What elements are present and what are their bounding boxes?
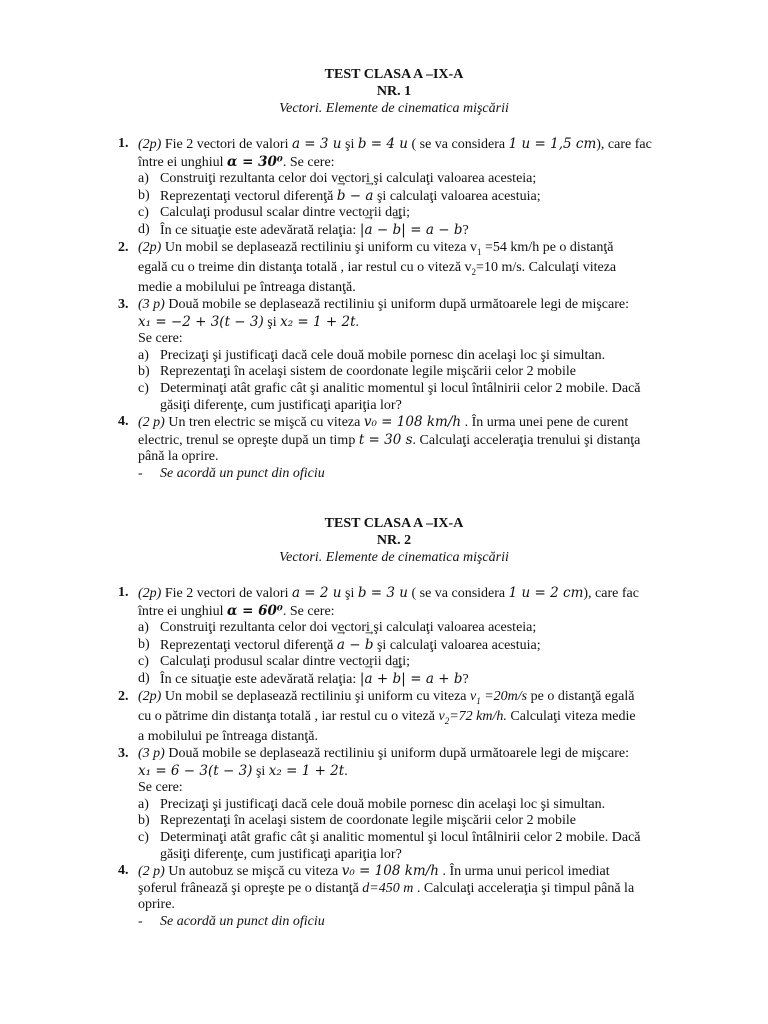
problem-number: 4. xyxy=(118,414,129,430)
subpoint-c xyxy=(138,205,678,222)
text: pe o distanţă egală xyxy=(527,688,635,704)
text: =54 km/h pe o distanţă xyxy=(481,239,614,255)
equation: 1 u = 1,5 cm xyxy=(508,136,597,152)
vector: → b xyxy=(392,222,401,239)
text: Se cere: xyxy=(138,331,183,347)
text: Precizaţi şi justificaţi dacă cele două mobile pornesc din acelaşi loc şi simultan. xyxy=(160,796,606,812)
points: (2p) xyxy=(138,239,162,255)
text: şi calculaţi valoarea acestuia; xyxy=(373,188,541,204)
text: până la oprire. xyxy=(138,449,219,465)
test-title: TEST CLASA A –IX-A xyxy=(324,67,464,82)
variable: v xyxy=(470,688,477,704)
equation: = a + b xyxy=(410,670,463,687)
text: Precizaţi şi justificaţi dacă cele două mobile pornesc din acelaşi loc şi simultan. xyxy=(160,347,606,363)
text: . xyxy=(355,314,360,330)
operator: + xyxy=(372,670,393,687)
text: Se acordă un punct din oficiu xyxy=(160,913,325,929)
text: oprire. xyxy=(138,897,175,913)
problem-number: 1. xyxy=(118,136,129,151)
operator: − xyxy=(344,636,365,653)
text: şi calculaţi valoarea acestuia; xyxy=(373,637,541,653)
bullet: - xyxy=(138,465,143,481)
text: În ce situaţie este adevărată relaţia: xyxy=(160,671,360,687)
equation: b = 4 u xyxy=(357,136,408,152)
label: a) xyxy=(138,796,149,812)
text: a mobilului pe întreaga distanţă. xyxy=(138,729,319,745)
subscript: 1 xyxy=(476,695,481,706)
label: b) xyxy=(138,187,150,203)
problem-3 xyxy=(118,746,678,863)
text: Două mobile se deplasează rectiliniu şi uniform după următoarele legi de mişcare: xyxy=(164,296,629,312)
value: d=450 m xyxy=(362,880,414,896)
text: medie a mobilului pe întreaga distanţă. xyxy=(138,280,356,296)
text: găsiţi diferenţe, cum justificaţi apariţia lor? xyxy=(160,397,402,413)
equation: t = 30 s xyxy=(358,431,413,448)
test-1 xyxy=(118,66,678,482)
subpoint-a xyxy=(138,348,678,365)
subscript: 2 xyxy=(444,715,450,726)
test-2 xyxy=(118,515,678,930)
label: d) xyxy=(138,221,150,237)
problem-4 xyxy=(118,414,678,466)
subpoint-c xyxy=(138,381,678,414)
text: Se acordă un punct din oficiu xyxy=(160,465,325,481)
subpoint-b xyxy=(138,364,678,381)
text: egală cu o treime din distanţa totală , iar restul cu o viteză v xyxy=(138,259,472,275)
problem-1 xyxy=(118,136,678,240)
equation: x₁ = 6 − 3(t − 3) xyxy=(138,762,253,779)
vector: → a xyxy=(365,671,373,688)
label: a) xyxy=(138,171,149,187)
text: Determinaţi atât grafic cât şi analitic momentul şi locul întâlnirii celor 2 mobile. Dacă xyxy=(160,380,641,396)
text: şoferul frânează şi opreşte pe o distanţă xyxy=(138,880,363,896)
problem-3 xyxy=(118,297,678,414)
subpoint-b xyxy=(138,188,678,206)
text: ), care fac xyxy=(596,137,652,152)
text: şi xyxy=(341,586,358,601)
problem-4 xyxy=(118,863,678,914)
text: Reprezentaţi în acelaşi sistem de coordonate legile mişcării celor 2 mobile xyxy=(160,813,576,829)
subpoint-c xyxy=(138,654,678,671)
equation: v₀ = 108 km/h xyxy=(363,414,462,431)
problem-number: 1. xyxy=(118,585,129,600)
text: între ei unghiul xyxy=(138,603,228,619)
text: electric, trenul se opreşte după un timp xyxy=(138,432,359,448)
text: Fie 2 vectori de valori xyxy=(161,137,292,152)
text: găsiţi diferenţe, cum justificaţi apariţia lor? xyxy=(160,846,402,862)
value: =20m/s xyxy=(480,688,528,704)
text: şi xyxy=(263,314,281,330)
value: =72 km/h. xyxy=(449,708,507,724)
text: . Calculaţi acceleraţia trenului şi distanţa xyxy=(412,432,641,448)
problem-2 xyxy=(118,240,678,297)
equation: x₂ = 1 + 2t xyxy=(268,762,345,779)
text: . În urma unui pericol imediat xyxy=(438,864,610,880)
subpoint-b xyxy=(138,637,678,655)
label: b) xyxy=(138,813,150,829)
text: ( se va considera xyxy=(407,137,509,152)
points: (2p) xyxy=(138,137,162,152)
text: . Se cere: xyxy=(282,154,335,170)
subpoint-c xyxy=(138,830,678,863)
text: . Calculaţi acceleraţia şi timpul până la xyxy=(413,880,635,896)
text: Determinaţi atât grafic cât şi analitic momentul şi locul întâlnirii celor 2 mobile. Dacă xyxy=(160,829,641,845)
equation: α = 30⁰ xyxy=(227,153,283,170)
label: b) xyxy=(138,636,150,652)
subpoint-b xyxy=(138,813,678,830)
problem-number: 2. xyxy=(118,239,129,255)
test-number: NR. 2 xyxy=(376,533,412,548)
points: (2 p) xyxy=(138,864,165,880)
text: Un autobuz se mişcă cu viteza xyxy=(164,864,342,880)
operator: − xyxy=(345,187,366,204)
text: ), care fac xyxy=(583,586,639,601)
test-subtitle: Vectori. Elemente de cinematica mişcării xyxy=(279,550,509,565)
text: Calculaţi produsul scalar dintre vectorii daţi; xyxy=(160,654,410,670)
problem-number: 4. xyxy=(118,863,129,879)
text: Construiţi rezultanta celor doi vectori şi calculaţi valoarea acesteia; xyxy=(160,620,537,636)
subscript: 2 xyxy=(471,266,477,277)
points: (2p) xyxy=(138,688,162,704)
equation: a = 2 u xyxy=(291,585,342,601)
subpoint-a xyxy=(138,620,678,637)
text: Calculaţi produsul scalar dintre vectorii daţi; xyxy=(160,205,410,221)
text: ( se va considera xyxy=(407,586,509,601)
test-subtitle: Vectori. Elemente de cinematica mişcării xyxy=(279,101,509,116)
label: c) xyxy=(138,205,149,221)
text: Calculaţi viteza medie xyxy=(506,708,636,724)
problem-number: 3. xyxy=(118,745,129,761)
text: şi xyxy=(252,763,269,779)
text: . Se cere: xyxy=(282,603,335,619)
text: Un mobil se deplasează rectiliniu şi uniform cu viteza v xyxy=(161,239,478,255)
vector: → b xyxy=(337,188,346,205)
text: Un mobil se deplasează rectiliniu şi uniform cu viteza xyxy=(161,688,471,704)
equation: a = 3 u xyxy=(291,136,342,152)
text: Reprezentaţi în acelaşi sistem de coordonate legile mişcării celor 2 mobile xyxy=(160,364,576,380)
text: între ei unghiul xyxy=(138,154,228,170)
text: Un tren electric se mişcă cu viteza xyxy=(164,415,364,431)
label: a) xyxy=(138,620,149,636)
text: În ce situaţie este adevărată relaţia: xyxy=(160,222,360,238)
test-title: TEST CLASA A –IX-A xyxy=(324,516,464,531)
equation: x₂ = 1 + 2t xyxy=(280,313,356,330)
equation: x₁ = −2 + 3(t − 3) xyxy=(138,313,264,330)
subscript: 1 xyxy=(477,246,482,257)
subpoint-a xyxy=(138,171,678,188)
text: . xyxy=(344,763,348,779)
label: d) xyxy=(138,670,150,686)
equation: b = 3 u xyxy=(357,585,408,601)
vector: → a xyxy=(365,222,373,239)
points: (2p) xyxy=(138,586,162,601)
label: c) xyxy=(138,380,149,396)
subpoint-a xyxy=(138,797,678,814)
label: c) xyxy=(138,829,149,845)
text: =10 m/s. Calculaţi viteza xyxy=(476,259,617,275)
variable: v xyxy=(438,708,445,724)
text: Construiţi rezultanta celor doi vectori şi calculaţi valoarea acesteia; xyxy=(160,171,537,187)
problem-number: 3. xyxy=(118,296,129,312)
text: cu o pătrime din distanţa totală , iar restul cu o viteză xyxy=(138,708,439,724)
equation: = a − b xyxy=(410,221,463,238)
vector: → b xyxy=(365,637,374,654)
subpoint-d: d) În ce situaţie este adevărată relaţia: |→ a + → b| = a + b? xyxy=(138,671,678,689)
text: Două mobile se deplasează rectiliniu şi uniform după următoarele legi de mişcare: xyxy=(164,745,629,761)
text: Reprezentaţi vectorul diferenţă xyxy=(160,188,337,204)
vector: → a xyxy=(337,637,345,654)
text: . În urma unei pene de curent xyxy=(461,415,629,431)
bullet: - xyxy=(138,913,143,929)
text: ? xyxy=(462,222,469,238)
points: (3 p) xyxy=(138,745,165,761)
label: b) xyxy=(138,364,150,380)
label: a) xyxy=(138,347,149,363)
bonus-note xyxy=(118,914,678,931)
text: Reprezentaţi vectorul diferenţă xyxy=(160,637,337,653)
text: Se cere: xyxy=(138,780,183,796)
equation: α = 60⁰ xyxy=(227,602,283,619)
test-number: NR. 1 xyxy=(376,84,412,99)
points: (3 p) xyxy=(138,296,165,312)
problem-2 xyxy=(118,689,678,746)
vector: → b xyxy=(392,671,401,688)
operator: − xyxy=(372,221,393,238)
subpoint-d: d) În ce situaţie este adevărată relaţia: |→ a − → b| = a − b? xyxy=(138,222,678,240)
label: c) xyxy=(138,654,149,670)
text: ? xyxy=(462,671,469,687)
text: şi xyxy=(341,137,358,152)
points: (2 p) xyxy=(138,415,165,431)
problem-number: 2. xyxy=(118,688,129,704)
vector: → a xyxy=(365,188,373,205)
equation: 1 u = 2 cm xyxy=(508,585,584,601)
text: Fie 2 vectori de valori xyxy=(161,586,292,601)
problem-1 xyxy=(118,585,678,689)
equation: v₀ = 108 km/h xyxy=(341,863,439,880)
bonus-note xyxy=(118,466,678,483)
